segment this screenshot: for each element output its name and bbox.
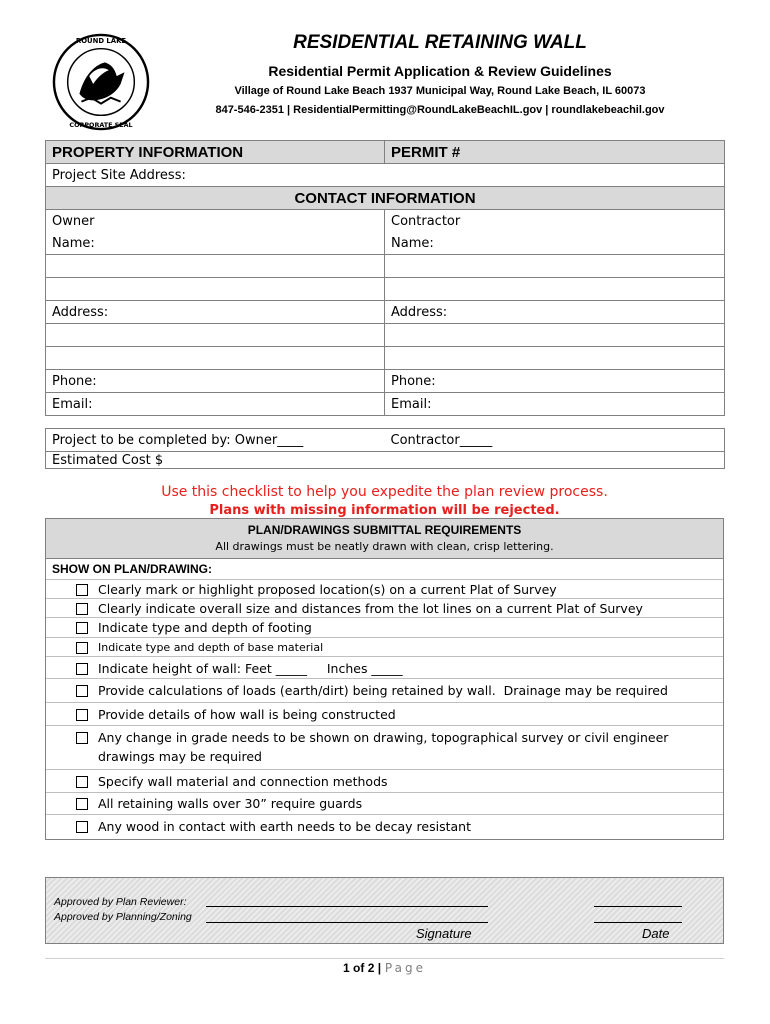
checkbox-icon[interactable] — [76, 663, 88, 675]
site-address-field[interactable]: Project Site Address: — [46, 164, 725, 187]
checkbox-icon[interactable] — [76, 709, 88, 721]
owner-address-field[interactable]: Address: — [46, 301, 385, 324]
svg-text:ROUND LAKE: ROUND LAKE — [75, 36, 127, 45]
checklist-item[interactable]: Indicate type and depth of footing — [46, 618, 723, 638]
planning-zoning-signature-line[interactable] — [206, 922, 488, 923]
estimated-cost-field[interactable]: Estimated Cost $ — [46, 452, 725, 469]
checklist-item[interactable]: Any wood in contact with earth needs to be decay resistant — [46, 815, 723, 839]
contact-info-heading: CONTACT INFORMATION — [46, 187, 725, 210]
contractor-blank-row[interactable] — [385, 255, 725, 278]
signature-label: Signature — [416, 926, 472, 941]
footer-divider — [45, 958, 724, 959]
svg-text:CORPORATE SEAL: CORPORATE SEAL — [69, 121, 133, 130]
checklist-item[interactable]: Provide details of how wall is being constructed — [46, 703, 723, 726]
planning-zoning-date-line[interactable] — [594, 922, 682, 923]
owner-blank-row[interactable] — [46, 255, 385, 278]
owner-phone-field[interactable]: Phone: — [46, 370, 385, 393]
village-seal-logo — [52, 33, 150, 131]
requirements-title: PLAN/DRAWINGS SUBMITTAL REQUIREMENTS — [247, 523, 522, 537]
contractor-address-field[interactable]: Address: — [385, 301, 725, 324]
checkbox-icon[interactable] — [76, 821, 88, 833]
contractor-name-field[interactable]: Name: — [385, 232, 725, 255]
checkbox-icon[interactable] — [76, 603, 88, 615]
completed-by-contractor-field[interactable]: Contractor_____ — [385, 429, 725, 452]
plan-reviewer-label: Approved by Plan Reviewer: — [54, 896, 187, 908]
checkbox-icon[interactable] — [76, 732, 88, 744]
completed-by-owner-field[interactable]: Project to be completed by: Owner____ — [46, 429, 385, 452]
checklist-item[interactable]: Specify wall material and connection methods — [46, 770, 723, 793]
show-on-plan-label: SHOW ON PLAN/DRAWING: — [46, 559, 723, 580]
owner-address-line-3[interactable] — [46, 347, 385, 370]
requirements-subtitle: All drawings must be neatly drawn with clean, crisp lettering. — [215, 540, 554, 553]
checklist-item[interactable]: All retaining walls over 30” require guards — [46, 793, 723, 815]
contractor-email-field[interactable]: Email: — [385, 393, 725, 416]
requirements-header — [46, 519, 723, 559]
owner-address-line-2[interactable] — [46, 324, 385, 347]
page-word: Page — [384, 961, 426, 975]
property-info-heading: PROPERTY INFORMATION — [46, 141, 385, 164]
checkbox-icon[interactable] — [76, 622, 88, 634]
owner-email-field[interactable]: Email: — [46, 393, 385, 416]
owner-name-field[interactable]: Name: — [46, 232, 385, 255]
village-address: Village of Round Lake Beach 1937 Municipal Way, Round Lake Beach, IL 60073 — [234, 85, 646, 97]
plan-reviewer-date-line[interactable] — [594, 906, 682, 907]
permit-number-field[interactable]: PERMIT # — [385, 141, 725, 164]
checkbox-icon[interactable] — [76, 685, 88, 697]
checkbox-icon[interactable] — [76, 798, 88, 810]
checklist-item[interactable]: Provide calculations of loads (earth/dirt) being retained by wall. Drainage may be required — [46, 679, 723, 703]
checklist-item[interactable]: Clearly indicate overall size and distances from the lot lines on a current Plat of Survey — [46, 599, 723, 618]
planning-zoning-label: Approved by Planning/Zoning — [54, 911, 192, 923]
rejection-warning: Plans with missing information will be rejected. — [209, 503, 560, 518]
checkbox-icon[interactable] — [76, 776, 88, 788]
page-footer — [45, 961, 724, 975]
checkbox-icon[interactable] — [76, 642, 88, 654]
checklist-notice: Use this checklist to help you expedite the plan review process. — [161, 484, 608, 500]
approval-box — [45, 877, 724, 944]
document-title: RESIDENTIAL RETAINING WALL — [293, 32, 587, 53]
page-number: 1 of 2 | — [343, 961, 382, 975]
requirements-panel — [45, 518, 724, 840]
contractor-phone-field[interactable]: Phone: — [385, 370, 725, 393]
contractor-blank-row-2[interactable] — [385, 278, 725, 301]
checklist-item[interactable]: Indicate height of wall: Feet _____ Inches _____ — [46, 657, 723, 679]
owner-label: Owner — [46, 210, 385, 233]
contractor-address-line-2[interactable] — [385, 324, 725, 347]
checklist-item[interactable]: Clearly mark or highlight proposed location(s) on a current Plat of Survey — [46, 580, 723, 599]
owner-blank-row-2[interactable] — [46, 278, 385, 301]
project-info-table — [45, 428, 725, 469]
contractor-label: Contractor — [385, 210, 725, 233]
property-contact-table — [45, 140, 725, 416]
checklist-item[interactable]: Indicate type and depth of base material — [46, 638, 723, 657]
checklist-item[interactable]: Any change in grade needs to be shown on drawing, topographical survey or civil engineer drawings may be required — [46, 726, 723, 770]
checkbox-icon[interactable] — [76, 584, 88, 596]
date-label: Date — [642, 926, 670, 941]
document-subtitle: Residential Permit Application & Review Guidelines — [268, 63, 612, 79]
village-contact: 847-546-2351 | ResidentialPermitting@RoundLakeBeachIL.gov | roundlakebeachil.gov — [215, 104, 665, 116]
contractor-address-line-3[interactable] — [385, 347, 725, 370]
plan-reviewer-signature-line[interactable] — [206, 906, 488, 907]
